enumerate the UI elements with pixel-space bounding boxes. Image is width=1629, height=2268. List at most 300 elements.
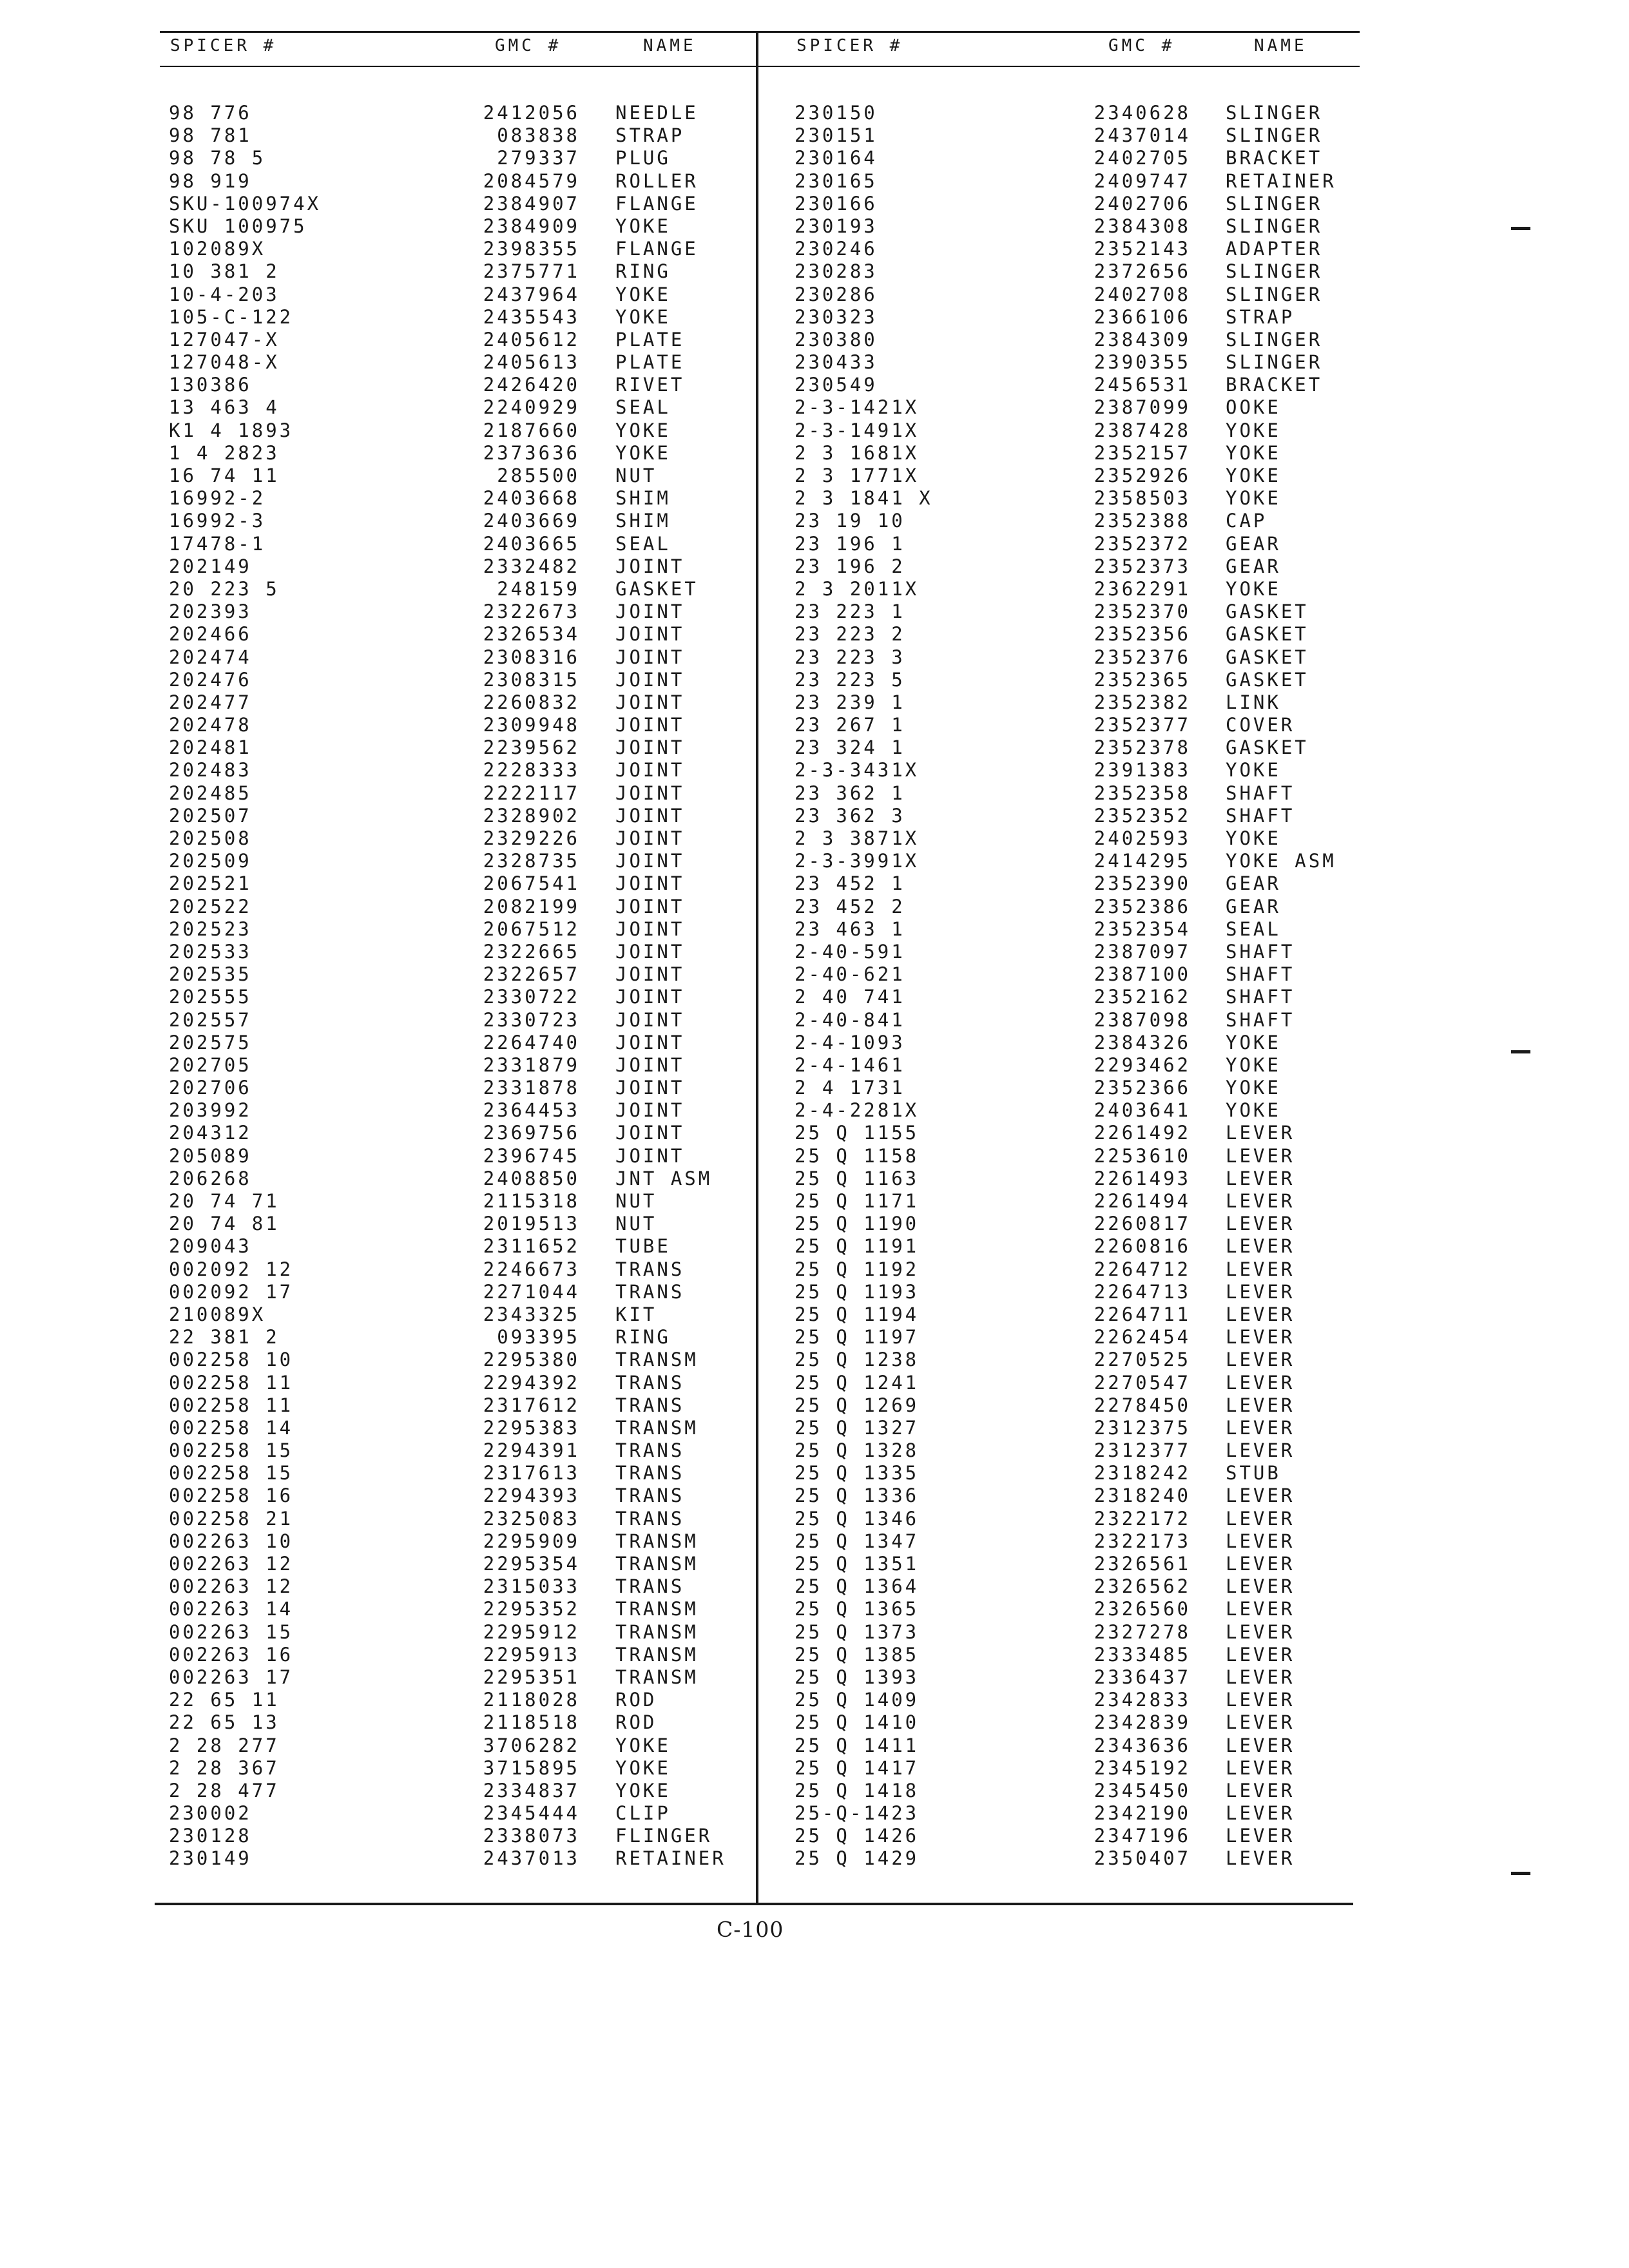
table-row: [615, 1553, 751, 1575]
part-name: LEVER: [1226, 1280, 1295, 1303]
table-row: [169, 1644, 459, 1666]
table-row: [451, 578, 580, 601]
gmc-number: 2115318: [483, 1190, 580, 1212]
part-name: TRANS: [615, 1462, 685, 1485]
table-row: [451, 170, 580, 193]
gmc-number: 2384907: [483, 192, 580, 215]
table-row: [795, 1054, 1091, 1077]
spicer-number: 23 19 10: [795, 510, 905, 532]
table-row: [615, 1009, 751, 1032]
part-name: JOINT: [615, 668, 685, 691]
table-row: [451, 442, 580, 465]
table-row: [1226, 1122, 1354, 1144]
table-row: [1063, 1258, 1191, 1281]
table-row: [795, 510, 1091, 532]
part-name: JOINT: [615, 555, 685, 577]
table-row: [1063, 238, 1191, 260]
table-row: [451, 1303, 580, 1326]
table-row: [169, 238, 459, 260]
table-row: [169, 691, 459, 714]
table-row: [451, 1666, 580, 1689]
table-row: [615, 1485, 751, 1507]
spicer-number: 002263 17: [169, 1666, 294, 1688]
table-row: [1063, 850, 1191, 872]
gmc-number: 2372656: [1094, 260, 1191, 283]
table-row: [1226, 669, 1354, 691]
spicer-number: 002258 10: [169, 1349, 294, 1371]
spicer-number: 25 Q 1426: [795, 1825, 920, 1847]
part-name: SLINGER: [1226, 102, 1323, 124]
table-row: [795, 1394, 1091, 1417]
table-row: [1226, 1349, 1354, 1371]
part-name: JOINT: [615, 895, 685, 918]
spicer-number: 16992-2: [169, 487, 266, 510]
table-row: [795, 827, 1091, 850]
table-row: [1063, 1281, 1191, 1303]
table-row: [169, 1825, 459, 1847]
left-gmc-column: [451, 102, 580, 1870]
table-row: [1226, 1077, 1354, 1099]
spicer-number: 105-C-122: [169, 305, 294, 328]
gmc-number: 2309948: [483, 714, 580, 736]
gmc-number: 2402706: [1094, 192, 1191, 215]
table-row: [169, 329, 459, 351]
spicer-number: 25 Q 1190: [795, 1213, 920, 1235]
table-row: [795, 1553, 1091, 1575]
table-row: [1226, 510, 1354, 532]
table-row: [615, 578, 751, 601]
gmc-number: 3706282: [483, 1734, 580, 1756]
spicer-number: 25 Q 1336: [795, 1485, 920, 1507]
spicer-number: 202149: [169, 555, 252, 577]
table-row: [169, 986, 459, 1008]
gmc-number: 2253610: [1094, 1144, 1191, 1167]
part-name: ADAPTER: [1226, 238, 1323, 260]
table-row: [795, 329, 1091, 351]
part-name: YOKE: [1226, 577, 1281, 600]
table-row: [1226, 1372, 1354, 1394]
part-name: GEAR: [1226, 872, 1281, 895]
table-row: [795, 1575, 1091, 1598]
spicer-number: 230380: [795, 328, 878, 351]
gmc-number: 2387098: [1094, 1008, 1191, 1031]
part-name: JOINT: [615, 759, 685, 782]
table-row: [1063, 941, 1191, 963]
table-row: [615, 827, 751, 850]
part-name: GASKET: [1226, 736, 1309, 759]
table-row: [1226, 963, 1354, 986]
spicer-number: 202557: [169, 1008, 252, 1031]
spicer-number: 2 3 1681X: [795, 441, 920, 464]
part-name: SEAL: [1226, 918, 1281, 940]
gmc-number: 2261494: [1094, 1190, 1191, 1212]
gmc-number: 2387428: [1094, 419, 1191, 441]
spicer-number: 1 4 2823: [169, 441, 280, 464]
table-row: [795, 1802, 1091, 1825]
part-name: SHAFT: [1226, 804, 1295, 827]
gmc-number: 2384308: [1094, 215, 1191, 237]
gmc-number: 2387099: [1094, 396, 1191, 419]
table-row: [169, 510, 459, 532]
table-row: [795, 1666, 1091, 1689]
part-name: LEVER: [1226, 1530, 1295, 1552]
part-name: PLATE: [615, 351, 685, 374]
gmc-number: 2405613: [483, 351, 580, 374]
table-row: [451, 827, 580, 850]
table-row: [1226, 487, 1354, 510]
table-row: [615, 147, 751, 169]
gmc-number: 2240929: [483, 396, 580, 419]
gmc-number: 2295354: [483, 1553, 580, 1575]
spicer-number: 23 196 2: [795, 555, 905, 577]
table-row: [1226, 1145, 1354, 1168]
spicer-number: 127047-X: [169, 328, 280, 351]
part-name: JOINT: [615, 827, 685, 849]
table-row: [451, 601, 580, 623]
part-name: NUT: [615, 1213, 657, 1235]
spicer-number: 25 Q 1364: [795, 1575, 920, 1598]
table-row: [1063, 1099, 1191, 1122]
table-row: [169, 1462, 459, 1485]
part-name: JOINT: [615, 940, 685, 963]
table-row: [1226, 102, 1354, 124]
table-row: [1226, 260, 1354, 283]
part-name: YOKE: [615, 441, 671, 464]
gmc-number: 2328735: [483, 850, 580, 872]
table-row: [451, 533, 580, 555]
table-row: [615, 374, 751, 396]
table-row: [1063, 1009, 1191, 1032]
gmc-number: 2084579: [483, 169, 580, 192]
table-row: [169, 102, 459, 124]
spicer-number: 002263 16: [169, 1643, 294, 1666]
gmc-number: 2311652: [483, 1235, 580, 1258]
table-row: [615, 419, 751, 442]
gmc-number: 2278450: [1094, 1394, 1191, 1416]
spicer-number: 230151: [795, 124, 878, 147]
table-row: [1226, 578, 1354, 601]
part-name: TRANSM: [615, 1349, 699, 1371]
table-row: [169, 578, 459, 601]
table-row: [1063, 1349, 1191, 1371]
part-name: YOKE: [615, 1734, 671, 1756]
spicer-number: 2-3-1491X: [795, 419, 920, 441]
spicer-number: 23 239 1: [795, 691, 905, 713]
table-row: [1063, 1303, 1191, 1326]
table-row: [795, 872, 1091, 895]
part-name: SLINGER: [1226, 351, 1323, 374]
table-row: [615, 215, 751, 238]
part-name: TRANSM: [615, 1643, 699, 1666]
table-row: [1226, 1281, 1354, 1303]
page-number: C-100: [717, 1917, 784, 1942]
table-row: [1063, 102, 1191, 124]
part-name: TRANSM: [615, 1620, 699, 1643]
table-row: [1063, 1190, 1191, 1213]
table-row: [615, 1213, 751, 1235]
part-name: OOKE: [1226, 396, 1281, 419]
spicer-number: 202706: [169, 1077, 252, 1099]
table-row: [1063, 714, 1191, 736]
part-name: LEVER: [1226, 1643, 1295, 1666]
table-row: [615, 1032, 751, 1054]
margin-mark: [1511, 1050, 1530, 1053]
table-row: [795, 941, 1091, 963]
gmc-number: 2330723: [483, 1008, 580, 1031]
table-row: [1226, 1462, 1354, 1485]
table-row: [169, 1281, 459, 1303]
table-row: [795, 193, 1091, 215]
part-name: YOKE: [1226, 1053, 1281, 1076]
part-name: LEVER: [1226, 1122, 1295, 1144]
part-name: LEVER: [1226, 1213, 1295, 1235]
part-name: LEVER: [1226, 1756, 1295, 1779]
table-row: [795, 1349, 1091, 1371]
spicer-number: 22 381 2: [169, 1326, 280, 1349]
part-name: TRANSM: [615, 1416, 699, 1439]
spicer-number: 202705: [169, 1053, 252, 1076]
table-row: [1063, 963, 1191, 986]
table-row: [1063, 1689, 1191, 1711]
table-row: [615, 646, 751, 669]
spicer-number: 23 196 1: [795, 532, 905, 555]
gmc-number: 2317613: [483, 1462, 580, 1485]
table-row: [1226, 1598, 1354, 1620]
table-row: [795, 691, 1091, 714]
table-row: [169, 714, 459, 736]
spicer-number: 230286: [795, 283, 878, 305]
table-row: [1226, 1757, 1354, 1780]
spicer-number: 202466: [169, 623, 252, 646]
spicer-number: 202523: [169, 918, 252, 940]
table-row: [1226, 1508, 1354, 1530]
part-name: STRAP: [615, 124, 685, 147]
spicer-number: 2 3 1771X: [795, 465, 920, 486]
gmc-number: 3715895: [483, 1756, 580, 1779]
table-row: [169, 1077, 459, 1099]
table-row: [1063, 510, 1191, 532]
spicer-number: 230433: [795, 351, 878, 374]
table-row: [795, 1711, 1091, 1734]
gmc-number: 2398355: [483, 238, 580, 260]
spicer-number: 202485: [169, 782, 252, 804]
gmc-number: 2067512: [483, 918, 580, 940]
spicer-number: 2 28 477: [169, 1779, 280, 1802]
table-row: [1226, 759, 1354, 782]
spicer-number: 25 Q 1393: [795, 1666, 920, 1688]
table-row: [1226, 805, 1354, 827]
spicer-number: 2 3 1841 X: [795, 487, 933, 510]
spicer-number: 002263 10: [169, 1530, 294, 1552]
table-row: [615, 1621, 751, 1644]
table-row: [1063, 646, 1191, 669]
table-row: [795, 646, 1091, 669]
spicer-number: 23 223 5: [795, 668, 905, 691]
table-row: [1063, 872, 1191, 895]
part-name: TRANS: [615, 1371, 685, 1394]
table-row: [1063, 1213, 1191, 1235]
gmc-number: 2352370: [1094, 601, 1191, 623]
table-row: [1226, 714, 1354, 736]
part-name: LEVER: [1226, 1303, 1295, 1325]
table-row: [1063, 691, 1191, 714]
part-name: LEVER: [1226, 1258, 1295, 1280]
gmc-number: 2293462: [1094, 1053, 1191, 1076]
spicer-number: 206268: [169, 1167, 252, 1189]
gmc-number: 2325083: [483, 1507, 580, 1530]
gmc-number: 2403641: [1094, 1099, 1191, 1122]
part-name: JOINT: [615, 1008, 685, 1031]
spicer-number: 20 74 81: [169, 1213, 280, 1235]
gmc-number: 2412056: [483, 102, 580, 124]
table-row: [1063, 306, 1191, 329]
gmc-number: 2352390: [1094, 872, 1191, 895]
gmc-number: 2328902: [483, 804, 580, 827]
table-row: [1226, 555, 1354, 578]
table-row: [1063, 215, 1191, 238]
gmc-number: 2322173: [1094, 1530, 1191, 1552]
part-name: BRACKET: [1226, 374, 1323, 396]
part-name: JOINT: [615, 714, 685, 736]
table-row: [615, 1757, 751, 1780]
spicer-number: 22 65 13: [169, 1711, 280, 1734]
gmc-number: 2338073: [483, 1825, 580, 1847]
table-row: [795, 170, 1091, 193]
table-row: [451, 238, 580, 260]
spicer-number: 25 Q 1417: [795, 1756, 920, 1779]
gmc-number: 2331878: [483, 1077, 580, 1099]
table-row: [795, 1258, 1091, 1281]
part-name: JNT ASM: [615, 1167, 713, 1189]
gmc-number: 2264711: [1094, 1303, 1191, 1325]
table-row: [169, 374, 459, 396]
part-name: LEVER: [1226, 1144, 1295, 1167]
table-row: [1063, 1711, 1191, 1734]
table-row: [1063, 329, 1191, 351]
gmc-number: 2330722: [483, 986, 580, 1008]
table-row: [615, 1099, 751, 1122]
part-name: YOKE: [615, 1756, 671, 1779]
part-name: YOKE: [1226, 465, 1281, 486]
table-row: [615, 1258, 751, 1281]
table-row: [795, 1372, 1091, 1394]
part-name: PLUG: [615, 147, 671, 169]
table-row: [451, 736, 580, 759]
spicer-number: 23 452 1: [795, 872, 905, 895]
table-row: [451, 260, 580, 283]
table-row: [1063, 986, 1191, 1008]
spicer-number: 2 28 277: [169, 1734, 280, 1756]
gmc-number: 2352356: [1094, 623, 1191, 646]
gmc-number: 2271044: [483, 1280, 580, 1303]
spicer-number: 25 Q 1171: [795, 1190, 920, 1212]
part-name: JOINT: [615, 691, 685, 713]
spicer-number: 202522: [169, 895, 252, 918]
table-row: [615, 1394, 751, 1417]
table-row: [795, 1213, 1091, 1235]
table-row: [615, 306, 751, 329]
spicer-number: 204312: [169, 1122, 252, 1144]
table-row: [1063, 1032, 1191, 1054]
table-row: [795, 306, 1091, 329]
table-row: [451, 1326, 580, 1349]
table-row: [1063, 1168, 1191, 1190]
gmc-number: 2345450: [1094, 1779, 1191, 1802]
part-name: COVER: [1226, 714, 1295, 736]
spicer-number: 2 4 1731: [795, 1077, 905, 1099]
table-row: [1226, 1644, 1354, 1666]
table-row: [451, 284, 580, 306]
table-row: [169, 1258, 459, 1281]
part-name: FLINGER: [615, 1825, 713, 1847]
table-row: [1226, 1825, 1354, 1847]
table-row: [1063, 1394, 1191, 1417]
part-name: LEVER: [1226, 1507, 1295, 1530]
table-row: [169, 1847, 459, 1870]
table-row: [1226, 1666, 1354, 1689]
table-row: [1226, 941, 1354, 963]
table-row: [451, 986, 580, 1008]
gmc-number: 2352377: [1094, 714, 1191, 736]
table-row: [451, 1847, 580, 1870]
table-row: [795, 1735, 1091, 1757]
table-row: [1063, 669, 1191, 691]
table-row: [1063, 1644, 1191, 1666]
gmc-number: 2343325: [483, 1303, 580, 1325]
gmc-number: 2369756: [483, 1122, 580, 1144]
part-name: LEVER: [1226, 1711, 1295, 1734]
table-row: [795, 1009, 1091, 1032]
spicer-number: 209043: [169, 1235, 252, 1258]
table-row: [1063, 918, 1191, 941]
gmc-number: 2295351: [483, 1666, 580, 1688]
table-row: [1226, 1235, 1354, 1258]
part-name: YOKE: [1226, 419, 1281, 441]
gmc-number: 2345444: [483, 1802, 580, 1825]
table-row: [1063, 374, 1191, 396]
part-name: KIT: [615, 1303, 657, 1325]
table-row: [795, 1485, 1091, 1507]
table-row: [1226, 215, 1354, 238]
bottom-rule: [155, 1903, 1353, 1905]
table-row: [451, 1258, 580, 1281]
table-row: [451, 510, 580, 532]
table-row: [1063, 284, 1191, 306]
gmc-number: 2358503: [1094, 487, 1191, 510]
part-name: JOINT: [615, 986, 685, 1008]
table-row: [451, 1213, 580, 1235]
table-row: [615, 487, 751, 510]
spicer-number: 210089X: [169, 1303, 266, 1325]
table-row: [1063, 487, 1191, 510]
spicer-number: 25 Q 1191: [795, 1235, 920, 1258]
spicer-number: 10 381 2: [169, 260, 280, 283]
spicer-number: 2 28 367: [169, 1756, 280, 1779]
table-row: [451, 805, 580, 827]
table-row: [1226, 170, 1354, 193]
table-row: [1063, 1666, 1191, 1689]
table-row: [1226, 1485, 1354, 1507]
table-row: [795, 396, 1091, 419]
part-name: JOINT: [615, 646, 685, 668]
table-row: [795, 1326, 1091, 1349]
table-row: [1063, 623, 1191, 646]
table-row: [615, 1689, 751, 1711]
gmc-number: 2260832: [483, 691, 580, 713]
spicer-number: 25 Q 1411: [795, 1734, 920, 1756]
table-row: [169, 1009, 459, 1032]
spicer-number: 2-4-1093: [795, 1031, 905, 1053]
